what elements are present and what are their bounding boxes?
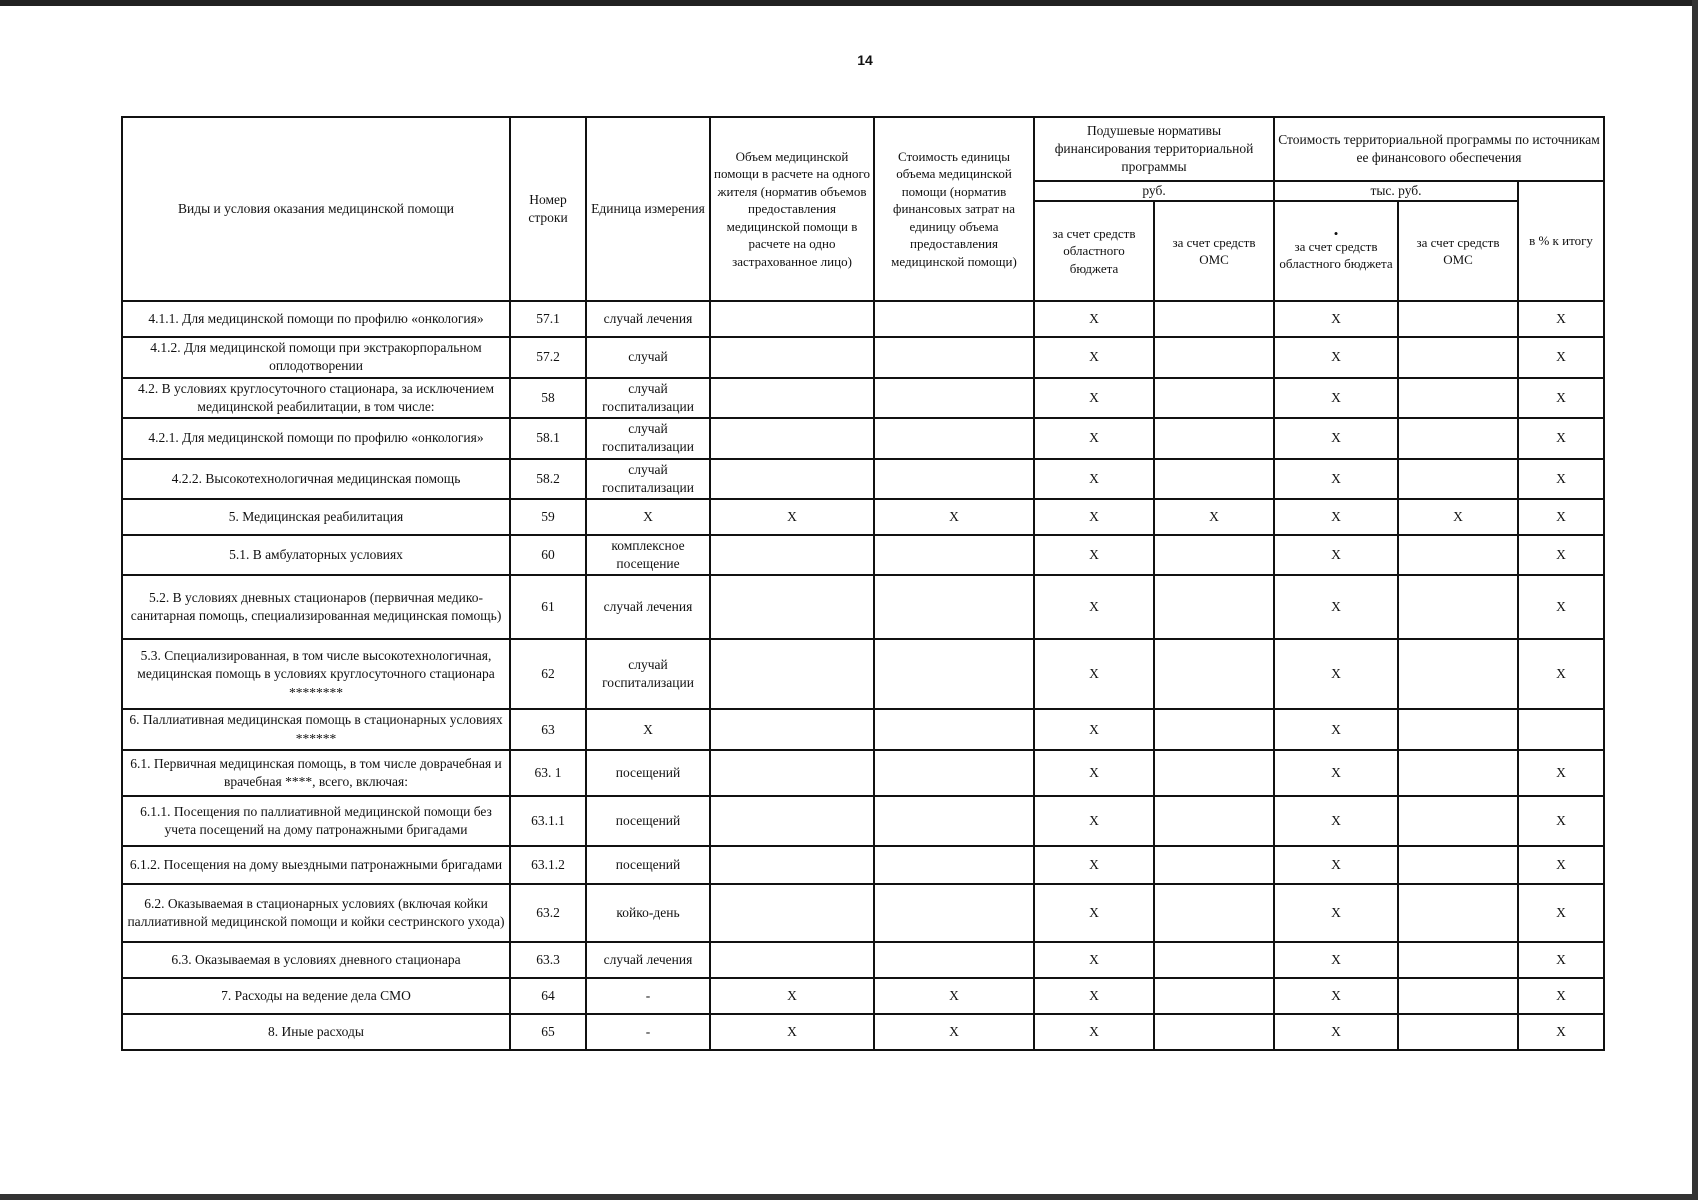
cell-unit: - [586, 1014, 710, 1050]
cell-percent-total: X [1518, 575, 1604, 639]
cell-per-capita-oms [1154, 796, 1274, 846]
cell-unit: посещений [586, 796, 710, 846]
cell-volume [710, 884, 874, 942]
cell-per-capita-regional: X [1034, 378, 1154, 418]
cell-per-capita-regional: X [1034, 1014, 1154, 1050]
cell-row-number: 60 [510, 535, 586, 575]
table-row [122, 1014, 1604, 1050]
cell-kind: 6.1.2. Посещения на дому выездными патронажными бригадами [122, 846, 510, 884]
scan-top-edge [0, 0, 1698, 6]
cell-per-capita-oms [1154, 1014, 1274, 1050]
cell-kind: 4.2.1. Для медицинской помощи по профилю «онкология» [122, 418, 510, 458]
cell-program-regional: X [1274, 942, 1398, 978]
cell-program-regional: X [1274, 1014, 1398, 1050]
cell-unit-cost [874, 378, 1034, 418]
cell-per-capita-oms [1154, 337, 1274, 377]
cell-volume [710, 459, 874, 499]
cell-program-regional: X [1274, 535, 1398, 575]
cell-program-regional: X [1274, 418, 1398, 458]
cell-volume: X [710, 1014, 874, 1050]
cell-row-number: 58.2 [510, 459, 586, 499]
cell-program-oms [1398, 796, 1518, 846]
cell-program-oms [1398, 337, 1518, 377]
cell-kind: 5.1. В амбулаторных условиях [122, 535, 510, 575]
cell-volume [710, 639, 874, 709]
table-row [122, 301, 1604, 337]
cell-volume [710, 750, 874, 796]
cell-percent-total: X [1518, 978, 1604, 1014]
cell-program-regional: X [1274, 575, 1398, 639]
cell-percent-total: X [1518, 796, 1604, 846]
cell-row-number: 58.1 [510, 418, 586, 458]
cell-kind: 5.3. Специализированная, в том числе высокотехнологичная, медицинская помощь в условиях круглосуточного стационара ******** [122, 639, 510, 709]
cell-row-number: 64 [510, 978, 586, 1014]
cell-volume [710, 575, 874, 639]
program-cost-table [121, 116, 1605, 1051]
cell-unit: случай госпитализации [586, 639, 710, 709]
table-row [122, 499, 1604, 535]
table-row [122, 750, 1604, 796]
cell-program-oms [1398, 575, 1518, 639]
table-row [122, 942, 1604, 978]
cell-unit: случай госпитализации [586, 459, 710, 499]
header-dot-mark: • [1333, 225, 1339, 241]
cell-program-regional: X [1274, 796, 1398, 846]
cell-program-regional: X [1274, 499, 1398, 535]
cell-per-capita-oms: X [1154, 499, 1274, 535]
cell-row-number: 61 [510, 575, 586, 639]
table-row [122, 535, 1604, 575]
cell-kind: 7. Расходы на ведение дела СМО [122, 978, 510, 1014]
cell-program-oms [1398, 750, 1518, 796]
cell-row-number: 59 [510, 499, 586, 535]
cell-program-regional: X [1274, 639, 1398, 709]
cell-kind: 5. Медицинская реабилитация [122, 499, 510, 535]
cell-unit-cost [874, 535, 1034, 575]
cell-per-capita-oms [1154, 709, 1274, 749]
cell-row-number: 63.1.1 [510, 796, 586, 846]
cell-unit-cost: X [874, 978, 1034, 1014]
cell-kind: 5.2. В условиях дневных стационаров (первичная медико-санитарная помощь, специализированная медицинская помощь) [122, 575, 510, 639]
cell-per-capita-regional: X [1034, 750, 1154, 796]
table-row [122, 575, 1604, 639]
cell-unit-cost [874, 301, 1034, 337]
table-row [122, 378, 1604, 418]
cell-program-oms [1398, 942, 1518, 978]
cell-per-capita-regional: X [1034, 942, 1154, 978]
table-row [122, 709, 1604, 749]
cell-unit: случай госпитализации [586, 378, 710, 418]
cell-volume [710, 846, 874, 884]
cell-volume [710, 378, 874, 418]
cell-per-capita-regional: X [1034, 796, 1154, 846]
cell-row-number: 63 [510, 709, 586, 749]
cell-percent-total: X [1518, 884, 1604, 942]
cell-unit: койко-день [586, 884, 710, 942]
cell-program-regional: X [1274, 750, 1398, 796]
scan-right-edge [1692, 0, 1698, 1200]
cell-kind: 4.2. В условиях круглосуточного стационара, за исключением медицинской реабилитации, в том числе: [122, 378, 510, 418]
cell-per-capita-oms [1154, 750, 1274, 796]
header-per-capita-unit: руб. [1034, 181, 1274, 201]
cell-kind: 6.1.1. Посещения по паллиативной медицинской помощи без учета посещений на дому патронажными бригадами [122, 796, 510, 846]
cell-unit-cost [874, 337, 1034, 377]
cell-kind: 6.1. Первичная медицинская помощь, в том числе доврачебная и врачебная ****, всего, включая: [122, 750, 510, 796]
cell-unit: - [586, 978, 710, 1014]
header-program-cost-unit: тыс. руб. [1274, 181, 1518, 201]
cell-program-oms [1398, 418, 1518, 458]
cell-volume: X [710, 978, 874, 1014]
cell-row-number: 62 [510, 639, 586, 709]
cell-per-capita-oms [1154, 978, 1274, 1014]
cell-volume [710, 535, 874, 575]
cell-kind: 6. Паллиативная медицинская помощь в стационарных условиях ****** [122, 709, 510, 749]
cell-percent-total: X [1518, 942, 1604, 978]
cell-unit: X [586, 499, 710, 535]
cell-program-oms [1398, 459, 1518, 499]
cell-per-capita-regional: X [1034, 575, 1154, 639]
cell-per-capita-oms [1154, 575, 1274, 639]
cell-percent-total [1518, 709, 1604, 749]
cell-unit: случай лечения [586, 575, 710, 639]
cell-kind: 4.1.2. Для медицинской помощи при экстракорпоральном оплодотворении [122, 337, 510, 377]
table-row [122, 884, 1604, 942]
table-row [122, 418, 1604, 458]
cell-row-number: 65 [510, 1014, 586, 1050]
cell-per-capita-regional: X [1034, 459, 1154, 499]
cell-volume [710, 796, 874, 846]
cell-percent-total: X [1518, 459, 1604, 499]
header-program-regional [1274, 201, 1398, 301]
cell-per-capita-regional: X [1034, 884, 1154, 942]
cell-volume [710, 709, 874, 749]
cell-program-regional: X [1274, 337, 1398, 377]
cell-per-capita-regional: X [1034, 499, 1154, 535]
cell-per-capita-oms [1154, 639, 1274, 709]
cell-program-regional: X [1274, 846, 1398, 884]
table-body [122, 301, 1604, 1050]
cell-per-capita-regional: X [1034, 337, 1154, 377]
cell-unit-cost: X [874, 499, 1034, 535]
cell-unit-cost [874, 942, 1034, 978]
cell-program-regional: X [1274, 978, 1398, 1014]
table-header [122, 117, 1604, 301]
cell-program-oms [1398, 884, 1518, 942]
table-row [122, 846, 1604, 884]
cell-unit: случай лечения [586, 942, 710, 978]
cell-per-capita-oms [1154, 942, 1274, 978]
table-row [122, 639, 1604, 709]
cell-percent-total: X [1518, 846, 1604, 884]
cell-program-regional: X [1274, 301, 1398, 337]
cell-unit: посещений [586, 846, 710, 884]
cell-unit: X [586, 709, 710, 749]
cell-row-number: 63. 1 [510, 750, 586, 796]
cell-program-oms [1398, 301, 1518, 337]
scan-bottom-edge [0, 1194, 1698, 1200]
cell-program-regional: X [1274, 459, 1398, 499]
cell-volume [710, 418, 874, 458]
cell-program-regional: X [1274, 884, 1398, 942]
header-row-number: Номер строки [510, 117, 586, 301]
header-unit-cost: Стоимость единицы объема медицинской помощи (норматив финансовых затрат на единицу объема предоставления медицинской помощи) [874, 117, 1034, 301]
table-row [122, 978, 1604, 1014]
cell-percent-total: X [1518, 750, 1604, 796]
cell-program-oms [1398, 1014, 1518, 1050]
cell-kind: 4.1.1. Для медицинской помощи по профилю «онкология» [122, 301, 510, 337]
cell-row-number: 57.2 [510, 337, 586, 377]
cell-per-capita-regional: X [1034, 535, 1154, 575]
cell-unit: посещений [586, 750, 710, 796]
header-percent-total: в % к итогу [1518, 181, 1604, 301]
header-per-capita-regional: за счет средств областного бюджета [1034, 201, 1154, 301]
cell-unit-cost [874, 709, 1034, 749]
cell-volume [710, 301, 874, 337]
cell-program-oms [1398, 709, 1518, 749]
header-program-regional-label: за счет средств областного бюджета [1279, 238, 1393, 272]
cell-per-capita-oms [1154, 459, 1274, 499]
cell-program-oms [1398, 846, 1518, 884]
cell-percent-total: X [1518, 337, 1604, 377]
cell-unit-cost [874, 418, 1034, 458]
cell-program-oms [1398, 535, 1518, 575]
cell-percent-total: X [1518, 499, 1604, 535]
cell-unit-cost [874, 846, 1034, 884]
cell-program-regional: X [1274, 378, 1398, 418]
cell-percent-total: X [1518, 378, 1604, 418]
cell-per-capita-regional: X [1034, 418, 1154, 458]
cell-per-capita-oms [1154, 884, 1274, 942]
cell-percent-total: X [1518, 418, 1604, 458]
cell-volume: X [710, 499, 874, 535]
cell-kind: 6.3. Оказываемая в условиях дневного стационара [122, 942, 510, 978]
cell-unit-cost [874, 796, 1034, 846]
cell-unit-cost: X [874, 1014, 1034, 1050]
header-per-capita-group: Подушевые нормативы финансирования территориальной программы [1034, 117, 1274, 181]
cell-per-capita-regional: X [1034, 846, 1154, 884]
cell-per-capita-oms [1154, 378, 1274, 418]
cell-row-number: 57.1 [510, 301, 586, 337]
cell-program-oms: X [1398, 499, 1518, 535]
cell-unit-cost [874, 459, 1034, 499]
cell-row-number: 63.1.2 [510, 846, 586, 884]
cell-kind: 8. Иные расходы [122, 1014, 510, 1050]
cell-program-oms [1398, 378, 1518, 418]
cell-unit: случай госпитализации [586, 418, 710, 458]
cell-percent-total: X [1518, 535, 1604, 575]
cell-per-capita-regional: X [1034, 639, 1154, 709]
cell-percent-total: X [1518, 301, 1604, 337]
cell-program-oms [1398, 639, 1518, 709]
cell-unit-cost [874, 750, 1034, 796]
header-program-oms: за счет средств ОМС [1398, 201, 1518, 301]
cell-unit-cost [874, 639, 1034, 709]
cell-unit: случай лечения [586, 301, 710, 337]
cell-program-oms [1398, 978, 1518, 1014]
page-number: 14 [857, 52, 873, 68]
cell-row-number: 63.3 [510, 942, 586, 978]
cell-kind: 4.2.2. Высокотехнологичная медицинская помощь [122, 459, 510, 499]
cell-per-capita-regional: X [1034, 978, 1154, 1014]
cell-per-capita-oms [1154, 535, 1274, 575]
header-volume: Объем медицинской помощи в расчете на одного жителя (норматив объемов предоставления медицинской помощи в расчете на одно застрахованное лицо) [710, 117, 874, 301]
cell-per-capita-regional: X [1034, 709, 1154, 749]
header-unit: Единица измерения [586, 117, 710, 301]
cell-per-capita-regional: X [1034, 301, 1154, 337]
cell-per-capita-oms [1154, 301, 1274, 337]
cell-program-regional: X [1274, 709, 1398, 749]
header-program-cost-group: Стоимость территориальной программы по источникам ее финансового обеспечения [1274, 117, 1604, 181]
cell-per-capita-oms [1154, 846, 1274, 884]
cell-kind: 6.2. Оказываемая в стационарных условиях (включая койки паллиативной медицинской помощи и койки сестринского ухода) [122, 884, 510, 942]
cell-row-number: 58 [510, 378, 586, 418]
cell-unit: комплексное посещение [586, 535, 710, 575]
header-kind: Виды и условия оказания медицинской помощи [122, 117, 510, 301]
cell-unit: случай [586, 337, 710, 377]
cell-volume [710, 942, 874, 978]
table-row [122, 337, 1604, 377]
cell-per-capita-oms [1154, 418, 1274, 458]
cell-row-number: 63.2 [510, 884, 586, 942]
header-per-capita-oms: за счет средств ОМС [1154, 201, 1274, 301]
cell-unit-cost [874, 575, 1034, 639]
table-row [122, 459, 1604, 499]
table-row [122, 796, 1604, 846]
cell-volume [710, 337, 874, 377]
cell-percent-total: X [1518, 1014, 1604, 1050]
cell-unit-cost [874, 884, 1034, 942]
cell-percent-total: X [1518, 639, 1604, 709]
